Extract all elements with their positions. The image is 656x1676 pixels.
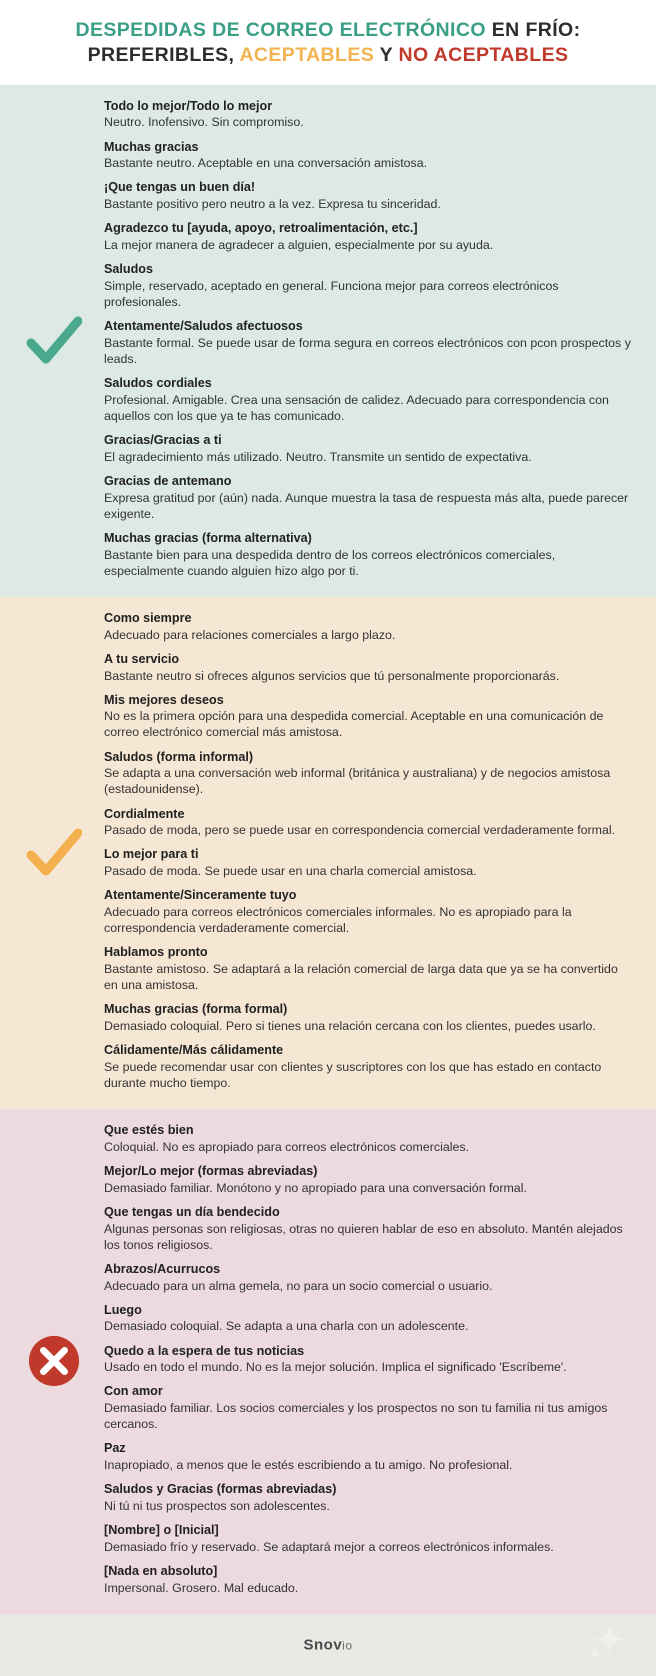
entry-title: A tu servicio xyxy=(104,651,180,666)
list-item xyxy=(104,221,634,253)
entry-title: Como siempre xyxy=(104,610,192,625)
entry-desc: Coloquial. No es apropiado para correos electrónicos comerciales. xyxy=(104,1139,470,1154)
entry-desc: Bastante amistoso. Se adaptará a la relación comercial de larga data que ya se ha convertido en una amistosa. xyxy=(104,962,618,993)
entry-desc: Neutro. Inofensivo. Sin compromiso. xyxy=(104,115,304,130)
list-item xyxy=(104,750,634,798)
entry-desc: El agradecimiento más utilizado. Neutro. Transmite un sentido de expectativa. xyxy=(104,449,532,464)
list-item xyxy=(104,1523,634,1555)
list-item xyxy=(104,180,634,212)
entry-title: Gracias de antemano xyxy=(104,473,232,488)
entry-desc: Algunas personas son religiosas, otras no quieren hablar de eso en absoluto. Mantén alejados los tonos religiosos. xyxy=(104,1221,623,1252)
entry-desc: Demasiado familiar. Los socios comerciales y los prospectos no son tu familia ni tus amigos cercanos. xyxy=(104,1401,608,1432)
entry-title: Que tengas un día bendecido xyxy=(104,1204,280,1219)
entry-title: Mejor/Lo mejor (formas abreviadas) xyxy=(104,1163,318,1178)
entry-title: Atentamente/Sinceramente tuyo xyxy=(104,888,297,903)
sparkle-icon xyxy=(584,1618,630,1664)
entry-desc: Ni tú ni tus prospectos son adolescentes. xyxy=(104,1498,330,1513)
entry-desc: Adecuado para relaciones comerciales a largo plazo. xyxy=(104,627,396,642)
entry-title: Mis mejores deseos xyxy=(104,692,224,707)
entry-list xyxy=(104,611,634,1091)
title-part-3: PREFERIBLES, xyxy=(87,44,240,67)
check-icon xyxy=(26,313,82,369)
list-item xyxy=(104,847,634,879)
entry-title: Paz xyxy=(104,1441,126,1456)
entry-title: Que estés bien xyxy=(104,1123,194,1138)
entry-title: Muchas gracias (forma formal) xyxy=(104,1002,288,1017)
list-item xyxy=(104,652,634,684)
entry-desc: Expresa gratitud por (aún) nada. Aunque muestra la tasa de respuesta más alta, puede parecer exigente. xyxy=(104,490,629,521)
list-item xyxy=(104,140,634,172)
list-item xyxy=(104,693,634,741)
list-item xyxy=(104,433,634,465)
list-item xyxy=(104,319,634,367)
entry-desc: Demasiado familiar. Monótono y no apropiado para una conversación formal. xyxy=(104,1180,527,1195)
entry-title: Saludos y Gracias (formas abreviadas) xyxy=(104,1482,337,1497)
entry-title: Muchas gracias (forma alternativa) xyxy=(104,530,312,545)
entry-desc: Demasiado coloquial. Se adapta a una charla con un adolescente. xyxy=(104,1319,469,1334)
list-item xyxy=(104,1303,634,1335)
entry-desc: Bastante bien para una despedida dentro de los correos electrónicos comerciales, especialmente cuando alguien hizo algo por ti. xyxy=(104,547,556,578)
entry-desc: La mejor manera de agradecer a alguien, especialmente por su ayuda. xyxy=(104,238,494,252)
title-part-6: NO ACEPTABLES xyxy=(398,44,569,67)
entry-title: Quedo a la espera de tus noticias xyxy=(104,1343,305,1358)
entry-desc: Impersonal. Grosero. Mal educado. xyxy=(104,1580,299,1595)
entry-title: Gracias/Gracias a ti xyxy=(104,433,222,448)
entry-list xyxy=(104,99,634,579)
entry-desc: Bastante neutro. Aceptable en una conversación amistosa. xyxy=(104,156,428,171)
entry-title: Cálidamente/Más cálidamente xyxy=(104,1043,284,1058)
list-item xyxy=(104,611,634,643)
list-item xyxy=(104,376,634,424)
entry-title: Agradezco tu [ayuda, apoyo, retroalimentación, etc.] xyxy=(104,221,418,236)
list-item xyxy=(104,945,634,993)
list-item xyxy=(104,474,634,522)
title-part-4: ACEPTABLES xyxy=(239,44,375,67)
list-item xyxy=(104,1344,634,1376)
entry-title: Saludos (forma informal) xyxy=(104,749,254,764)
list-item xyxy=(104,99,634,131)
entry-desc: Simple, reservado, aceptado en general. Funciona mejor para correos electrónicos profesionales. xyxy=(104,278,559,309)
entry-desc: Pasado de moda, pero se puede usar en correspondencia comercial verdaderamente formal. xyxy=(104,823,616,838)
list-item xyxy=(104,1482,634,1514)
list-item xyxy=(104,1123,634,1155)
section-preferibles xyxy=(0,85,656,597)
brand-suffix: io xyxy=(342,1638,353,1653)
list-item xyxy=(104,1043,634,1091)
entry-desc: Bastante formal. Se puede usar de forma segura en correos electrónicos con pcon prospectos y leads. xyxy=(104,335,631,366)
entry-title: [Nada en absoluto] xyxy=(104,1563,218,1578)
entry-desc: Adecuado para un alma gemela, no para un socio comercial o usuario. xyxy=(104,1278,493,1293)
entry-desc: Se adapta a una conversación web informal (británica y australiana) y de negocios amistosa (estadounidense). xyxy=(104,766,611,797)
list-item xyxy=(104,1564,634,1596)
title-part-2: EN FRÍO: xyxy=(491,19,581,41)
entry-desc: Profesional. Amigable. Crea una sensación de calidez. Adecuado para correspondencia con aquellos con los que ya te has comunicado. xyxy=(104,392,609,423)
list-item xyxy=(104,531,634,579)
list-item xyxy=(104,1002,634,1034)
list-item xyxy=(104,1262,634,1294)
entry-desc: Se puede recomendar usar con clientes y suscriptores con los que has estado en contacto durante mucho tiempo. xyxy=(104,1059,602,1090)
list-item xyxy=(104,262,634,310)
entry-title: Con amor xyxy=(104,1384,163,1399)
cross-icon xyxy=(26,1333,82,1389)
page-header xyxy=(0,0,656,85)
list-item xyxy=(104,1164,634,1196)
entry-desc: Demasiado frío y reservado. Se adaptará mejor a correos electrónicos informales. xyxy=(104,1539,554,1554)
entry-title: Hablamos pronto xyxy=(104,945,208,960)
section-aceptables xyxy=(0,597,656,1109)
entry-title: Saludos cordiales xyxy=(104,376,212,391)
page-footer xyxy=(0,1614,656,1676)
list-item xyxy=(104,1205,634,1253)
entry-desc: Usado en todo el mundo. No es la mejor solución. Implica el significado 'Escríbeme'. xyxy=(104,1360,567,1375)
brand-name: Snov xyxy=(303,1636,343,1654)
entry-title: Muchas gracias xyxy=(104,139,199,154)
entry-desc: Inapropiado, a menos que le estés escribiendo a tu amigo. No profesional. xyxy=(104,1458,513,1473)
entry-desc: Pasado de moda. Se puede usar en una charla comercial amistosa. xyxy=(104,864,477,879)
page-title xyxy=(22,18,634,69)
list-item xyxy=(104,888,634,936)
entry-desc: Bastante positivo pero neutro a la vez. Expresa tu sinceridad. xyxy=(104,197,441,212)
list-item xyxy=(104,1441,634,1473)
entry-title: Abrazos/Acurrucos xyxy=(104,1261,221,1276)
entry-title: Lo mejor para ti xyxy=(104,847,199,862)
list-item xyxy=(104,807,634,839)
entry-title: ¡Que tengas un buen día! xyxy=(104,180,256,195)
entry-title: Cordialmente xyxy=(104,806,185,821)
entry-desc: Bastante neutro si ofreces algunos servicios que tú personalmente proporcionarás. xyxy=(104,668,560,683)
section-no-aceptables xyxy=(0,1109,656,1614)
entry-desc: Demasiado coloquial. Pero si tienes una relación cercana con los clientes, puedes usarlo. xyxy=(104,1019,596,1034)
list-item xyxy=(104,1384,634,1432)
entry-desc: Adecuado para correos electrónicos comerciales informales. No es apropiado para la correspondencia verdaderamente comercial. xyxy=(104,905,572,936)
title-part-1: DESPEDIDAS DE CORREO ELECTRÓNICO xyxy=(75,19,492,41)
entry-title: Atentamente/Saludos afectuosos xyxy=(104,319,303,334)
entry-title: [Nombre] o [Inicial] xyxy=(104,1523,219,1538)
entry-list xyxy=(104,1123,634,1596)
entry-desc: No es la primera opción para una despedida comercial. Aceptable en una comunicación de correo electrónico comercial más amistosa. xyxy=(104,709,604,740)
brand-logo xyxy=(303,1636,352,1653)
entry-title: Saludos xyxy=(104,262,153,277)
title-part-5: Y xyxy=(374,44,399,67)
check-icon xyxy=(26,825,82,881)
entry-title: Luego xyxy=(104,1302,142,1317)
entry-title: Todo lo mejor/Todo lo mejor xyxy=(104,98,273,113)
